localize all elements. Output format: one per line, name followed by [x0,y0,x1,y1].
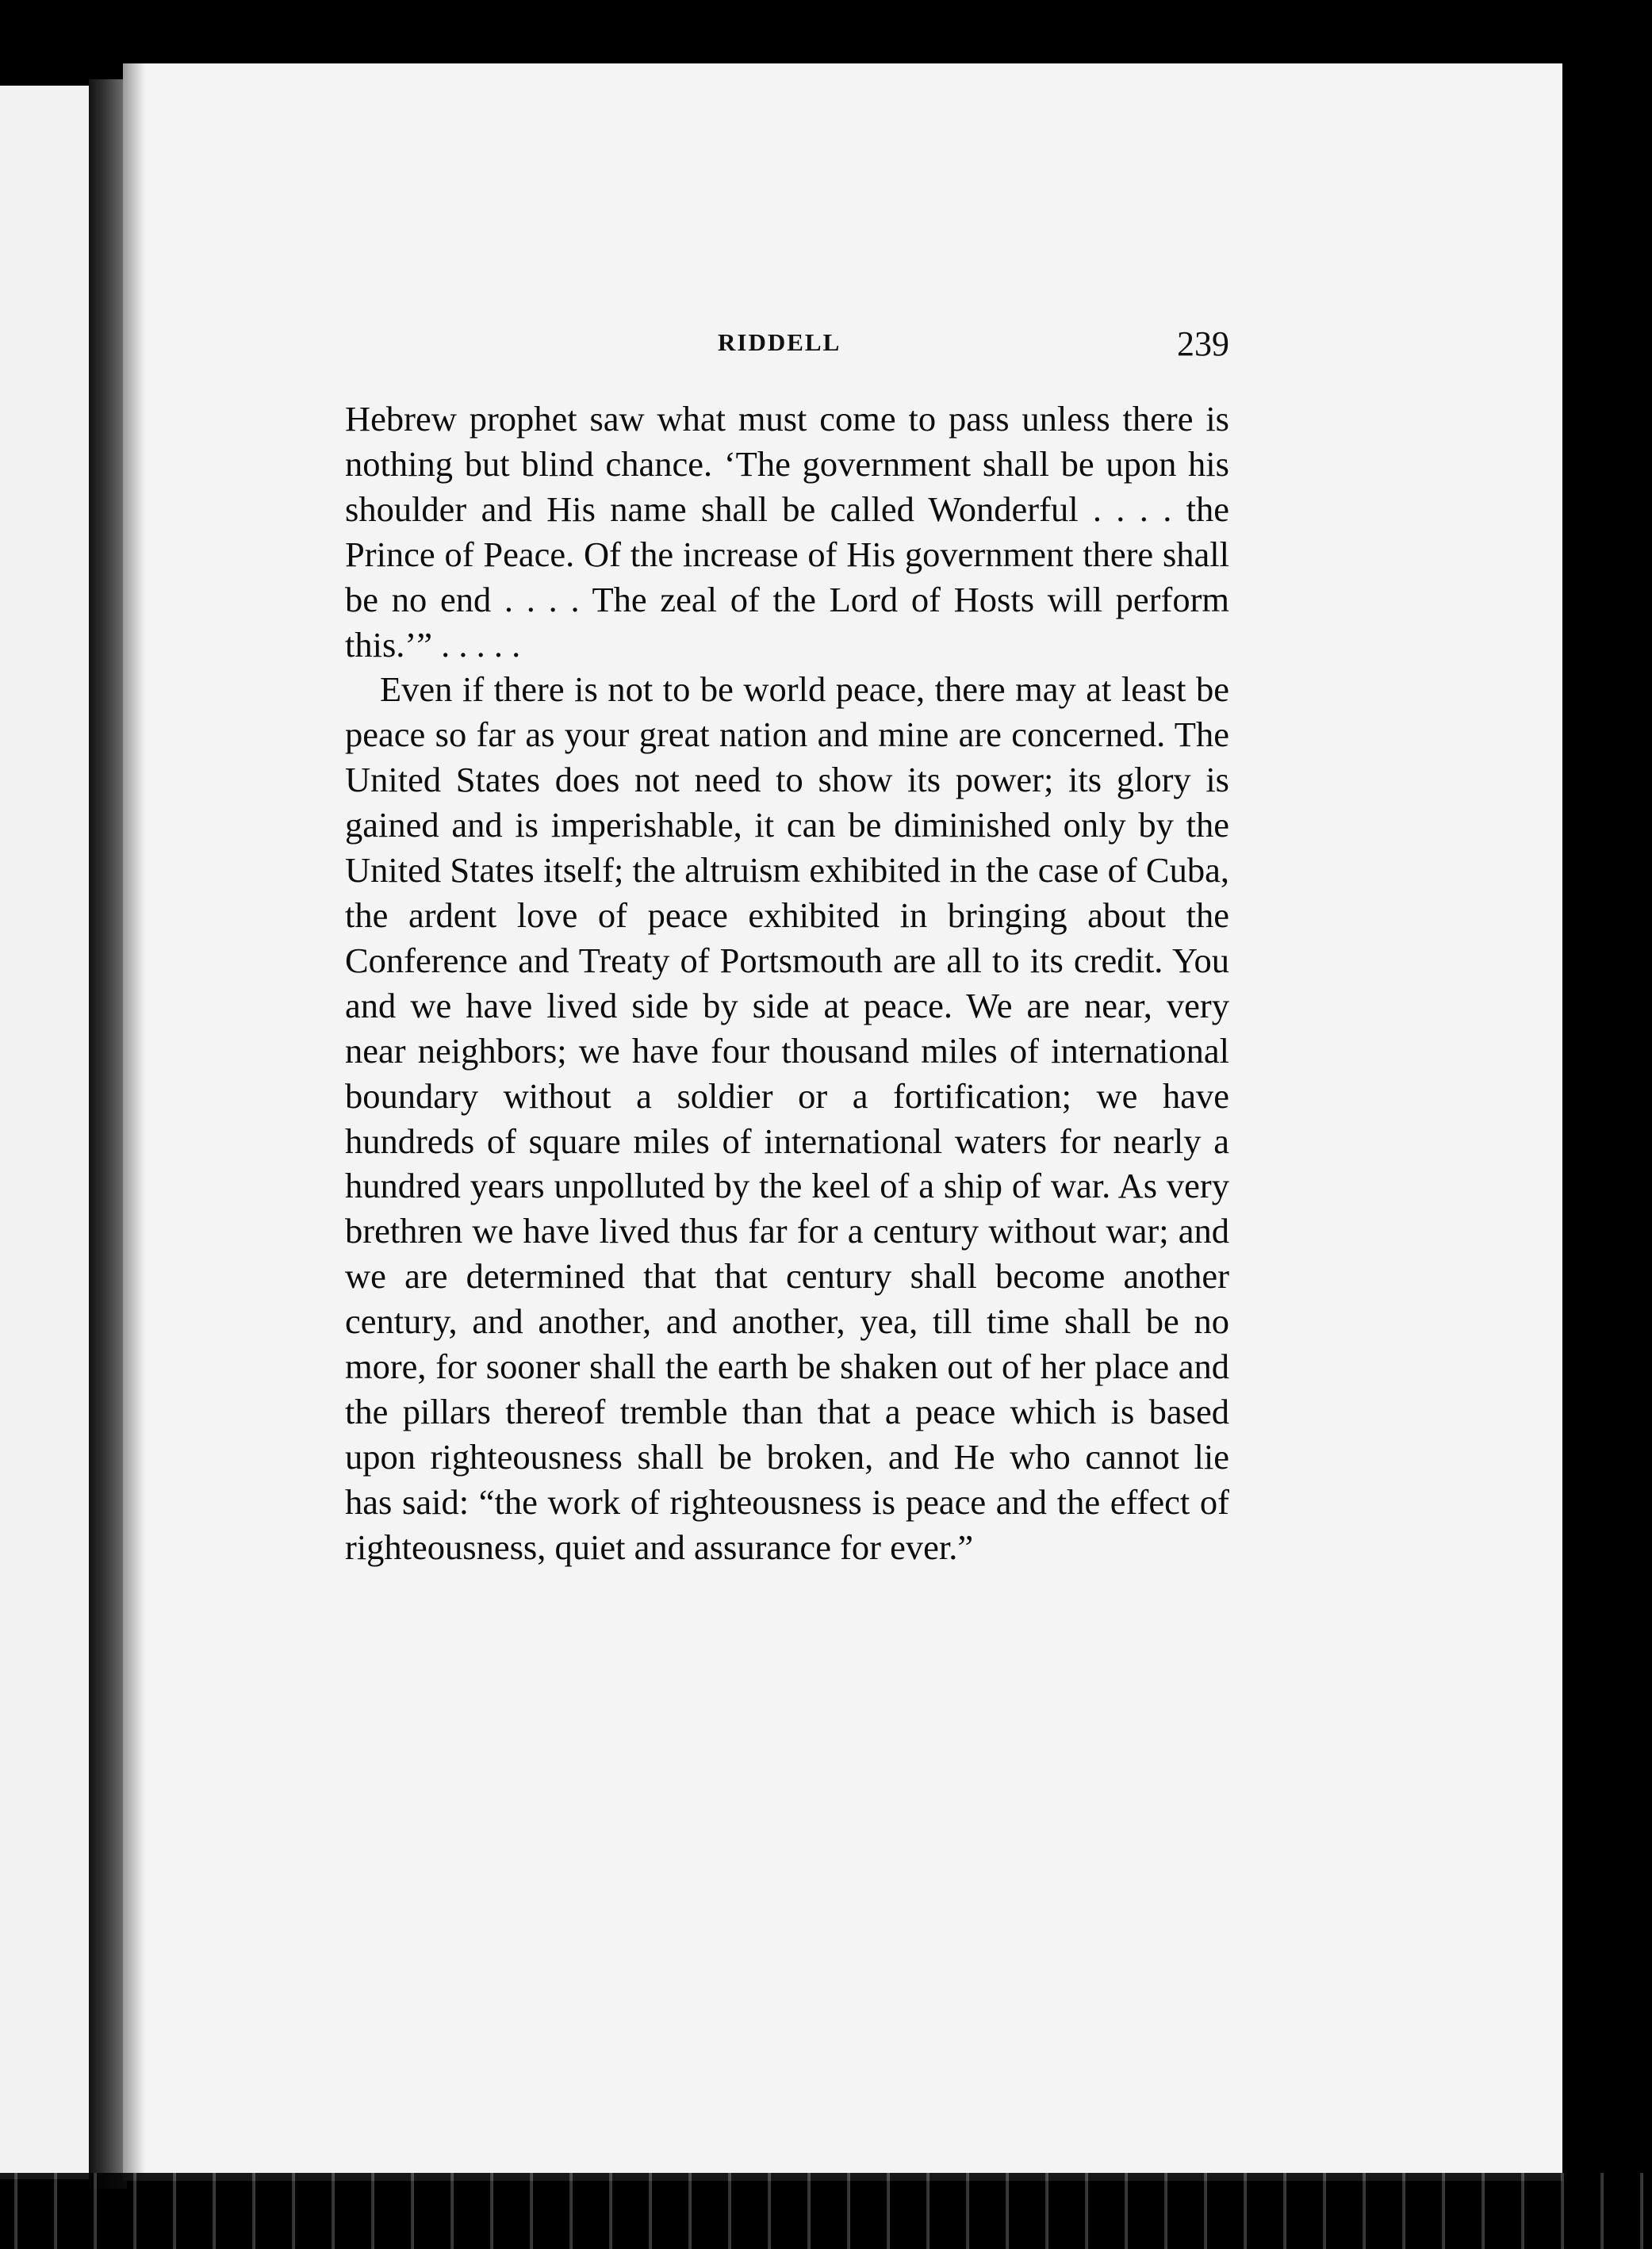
book-gutter-shadow [89,79,127,2189]
running-head: RIDDELL [718,328,841,356]
paragraph-continued: Hebrew prophet saw what must come to pass unless there is nothing but blind chance. ‘The government shall be upon his shoulder and His name shall be called Wonderful . . . . the Prince of Peace. Of the increase of His government there shall be no end . . . . The zeal of the Lord of Hosts will perform this.’” . . . . . [345,399,1229,665]
paragraph: Even if there is not to be world peace, there may at least be peace so far as your great nation and mine are concerned. The United States does not need to show its power; its glory is gained and is imperishable, it can be diminished only by the United States itself; the altruism exhibited in the case of Cuba, the ardent love of peace exhibited in bringing about the Conference and Treaty of Portsmouth are all to its credit. You and we have lived side by side at peace. We are near, very near neighbors; we have four thousand miles of international boundary without a soldier or a fortification; we have hundreds of square miles of international waters for nearly a hundred years unpolluted by the keel of a ship of war. As very brethren we have lived thus far for a century without war; and we are determined that that century shall become another century, and another, and another, yea, till time shall be no more, for sooner shall the earth be shaken out of her place and the pillars thereof tremble than that a peace which is based upon righteousness shall be broken, and He who cannot lie has said: “the work of righteousness is peace and the effect of righteousness, quiet and assurance for ever.” [345,669,1229,1567]
page-header [345,324,1229,368]
page-gutter-shade [123,63,145,2181]
body-text [345,397,1229,1570]
scan-border [0,2173,1652,2249]
facing-page-edge [0,86,89,2179]
page-number: 239 [1177,324,1229,363]
